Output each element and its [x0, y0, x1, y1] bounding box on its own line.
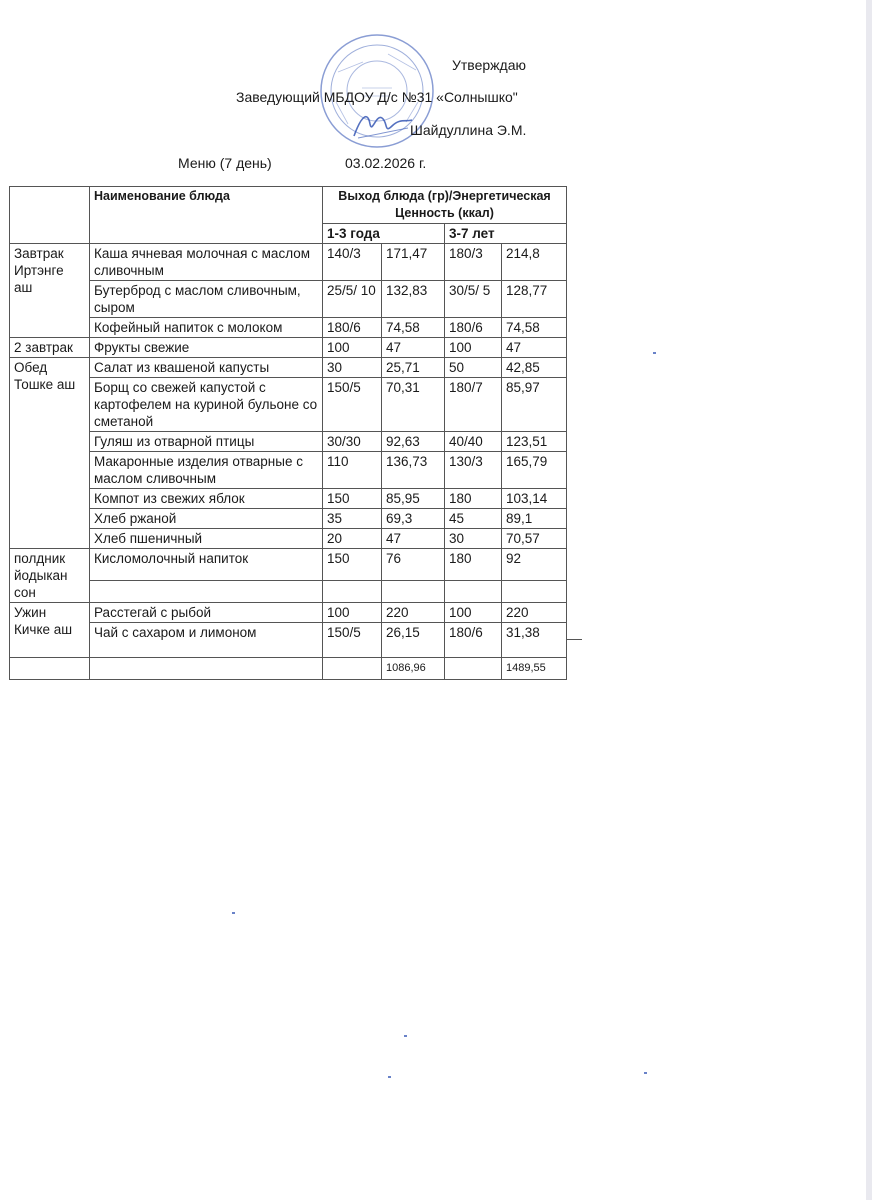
energy-3-7: 31,38	[502, 623, 567, 658]
weight-3-7: 180/3	[445, 244, 502, 281]
weight-1-3: 30	[323, 358, 382, 378]
totals-row	[10, 658, 567, 680]
meal-dinner: Ужин Кичке аш	[10, 603, 90, 658]
weight-1-3: 25/5/ 10	[323, 281, 382, 318]
table-row	[10, 244, 567, 281]
dish-name: Фрукты свежие	[90, 338, 323, 358]
table-row	[10, 549, 567, 581]
total-energy-1-3: 1086,96	[382, 658, 445, 680]
table-header-row	[10, 187, 567, 224]
energy-1-3: 69,3	[382, 509, 445, 529]
energy-3-7: 47	[502, 338, 567, 358]
stray-table-line	[566, 639, 582, 640]
table-row	[10, 281, 567, 318]
scan-speck	[388, 1076, 391, 1078]
total-energy-3-7: 1489,55	[502, 658, 567, 680]
energy-1-3: 132,83	[382, 281, 445, 318]
empty-cell	[323, 581, 382, 603]
empty-cell	[445, 581, 502, 603]
dish-name: Кофейный напиток с молоком	[90, 318, 323, 338]
table-row-empty	[10, 581, 567, 603]
energy-3-7: 165,79	[502, 452, 567, 489]
age-group-1-3: 1-3 года	[323, 224, 445, 244]
energy-1-3: 47	[382, 529, 445, 549]
weight-1-3: 35	[323, 509, 382, 529]
weight-1-3: 110	[323, 452, 382, 489]
empty-cell	[10, 658, 90, 680]
table-row	[10, 378, 567, 432]
dish-name: Чай с сахаром и лимоном	[90, 623, 323, 658]
scan-speck	[404, 1035, 407, 1037]
approval-label: Утверждаю	[452, 57, 526, 73]
meal-lunch: Обед Тошке аш	[10, 358, 90, 549]
weight-3-7: 40/40	[445, 432, 502, 452]
weight-1-3: 20	[323, 529, 382, 549]
energy-3-7: 85,97	[502, 378, 567, 432]
signature-icon	[350, 108, 416, 142]
weight-1-3: 100	[323, 603, 382, 623]
weight-1-3: 180/6	[323, 318, 382, 338]
age-group-3-7: 3-7 лет	[445, 224, 567, 244]
energy-3-7: 128,77	[502, 281, 567, 318]
weight-3-7: 180/6	[445, 623, 502, 658]
header-blank-cell	[10, 187, 90, 244]
energy-1-3: 76	[382, 549, 445, 581]
weight-1-3: 30/30	[323, 432, 382, 452]
weight-3-7: 30	[445, 529, 502, 549]
energy-1-3: 47	[382, 338, 445, 358]
dish-name: Хлеб пшеничный	[90, 529, 323, 549]
empty-cell	[382, 581, 445, 603]
weight-3-7: 100	[445, 338, 502, 358]
table-row	[10, 509, 567, 529]
scan-speck	[653, 352, 656, 354]
table-row	[10, 603, 567, 623]
weight-3-7: 180	[445, 549, 502, 581]
table-row	[10, 623, 567, 658]
weight-3-7: 180/6	[445, 318, 502, 338]
weight-1-3: 150/5	[323, 378, 382, 432]
dish-column-header: Наименование блюда	[90, 187, 323, 244]
dish-name: Макаронные изделия отварные с маслом сливочным	[90, 452, 323, 489]
weight-3-7: 45	[445, 509, 502, 529]
energy-3-7: 70,57	[502, 529, 567, 549]
output-column-header: Выход блюда (гр)/Энергетическая Ценность (ккал)	[323, 187, 567, 224]
empty-cell	[502, 581, 567, 603]
energy-1-3: 25,71	[382, 358, 445, 378]
menu-table	[9, 186, 567, 680]
weight-3-7: 30/5/ 5	[445, 281, 502, 318]
energy-1-3: 92,63	[382, 432, 445, 452]
scan-speck	[232, 912, 235, 914]
weight-3-7: 180	[445, 489, 502, 509]
empty-cell	[90, 658, 323, 680]
dish-name: Борщ со свежей капустой с картофелем на куриной бульоне со сметаной	[90, 378, 323, 432]
energy-3-7: 214,8	[502, 244, 567, 281]
energy-3-7: 123,51	[502, 432, 567, 452]
menu-date: 03.02.2026 г.	[345, 155, 427, 171]
table-row	[10, 338, 567, 358]
table-row	[10, 432, 567, 452]
energy-1-3: 74,58	[382, 318, 445, 338]
table-row	[10, 489, 567, 509]
weight-1-3: 150/5	[323, 623, 382, 658]
energy-3-7: 89,1	[502, 509, 567, 529]
dish-name: Хлеб ржаной	[90, 509, 323, 529]
dish-name: Салат из квашеной капусты	[90, 358, 323, 378]
energy-1-3: 85,95	[382, 489, 445, 509]
head-position: Заведующий МБДОУ Д/с №31 «Солнышко"	[236, 89, 518, 105]
table-row	[10, 452, 567, 489]
energy-3-7: 220	[502, 603, 567, 623]
energy-3-7: 42,85	[502, 358, 567, 378]
energy-1-3: 171,47	[382, 244, 445, 281]
empty-cell	[323, 658, 382, 680]
weight-1-3: 150	[323, 549, 382, 581]
head-name: Шайдуллина Э.М.	[410, 122, 527, 138]
dish-name: Бутерброд с маслом сливочным, сыром	[90, 281, 323, 318]
meal-snack: полдник йодыкан сон	[10, 549, 90, 603]
weight-3-7: 130/3	[445, 452, 502, 489]
weight-3-7: 180/7	[445, 378, 502, 432]
dish-name: Компот из свежих яблок	[90, 489, 323, 509]
meal-breakfast-2: 2 завтрак	[10, 338, 90, 358]
table-row	[10, 529, 567, 549]
empty-cell	[90, 581, 323, 603]
menu-title: Меню (7 день)	[178, 155, 272, 171]
meal-breakfast: Завтрак Иртэнге аш	[10, 244, 90, 338]
dish-name: Гуляш из отварной птицы	[90, 432, 323, 452]
energy-1-3: 220	[382, 603, 445, 623]
energy-1-3: 26,15	[382, 623, 445, 658]
energy-3-7: 74,58	[502, 318, 567, 338]
weight-3-7: 100	[445, 603, 502, 623]
table-row	[10, 358, 567, 378]
dish-name: Кисломолочный напиток	[90, 549, 323, 581]
energy-1-3: 70,31	[382, 378, 445, 432]
dish-name: Расстегай с рыбой	[90, 603, 323, 623]
energy-1-3: 136,73	[382, 452, 445, 489]
page-edge-shadow	[866, 0, 872, 1200]
empty-cell	[445, 658, 502, 680]
energy-3-7: 103,14	[502, 489, 567, 509]
weight-1-3: 100	[323, 338, 382, 358]
table-row	[10, 318, 567, 338]
weight-1-3: 140/3	[323, 244, 382, 281]
weight-1-3: 150	[323, 489, 382, 509]
energy-3-7: 92	[502, 549, 567, 581]
weight-3-7: 50	[445, 358, 502, 378]
dish-name: Каша ячневая молочная с маслом сливочным	[90, 244, 323, 281]
scan-speck	[644, 1072, 647, 1074]
